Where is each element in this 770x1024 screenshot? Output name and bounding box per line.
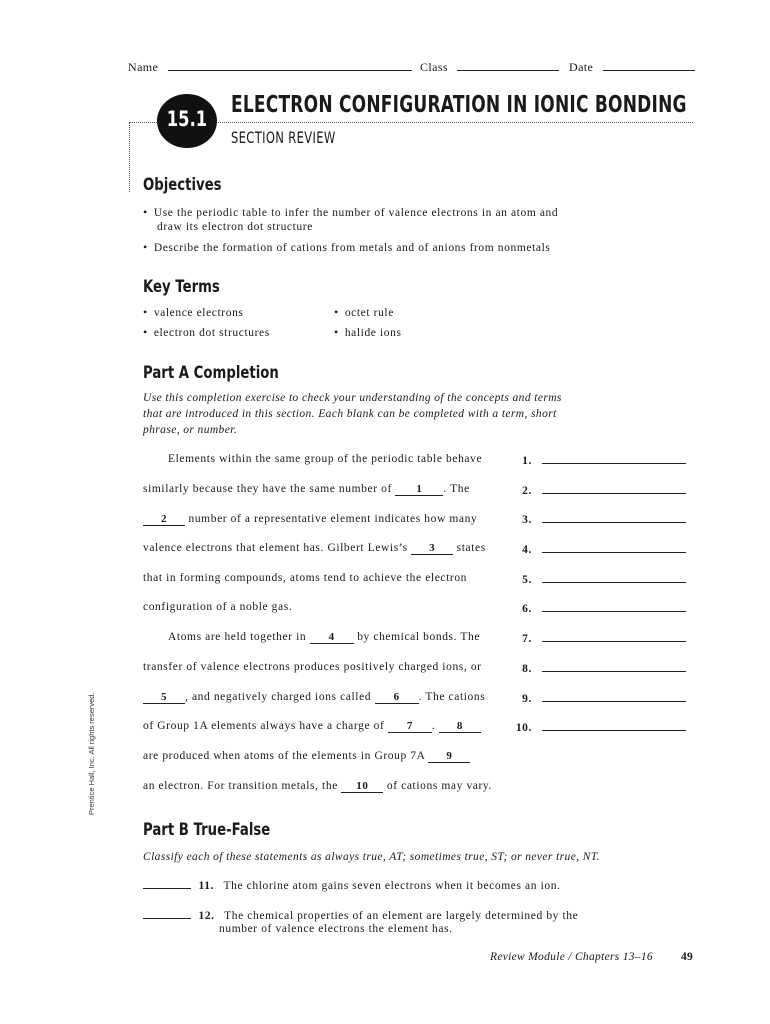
completion-line: are produced when atoms of the elements in Group 7A 9 <box>143 750 470 763</box>
answer-field-5[interactable] <box>542 572 686 583</box>
name-line[interactable] <box>128 60 412 75</box>
name-field[interactable] <box>168 60 412 71</box>
completion-line: configuration of a noble gas. <box>143 601 293 613</box>
key-terms-heading: Key Terms <box>143 277 220 297</box>
answer-field-6[interactable] <box>542 601 686 612</box>
key-term: • halide ions <box>334 325 402 339</box>
completion-line: valence electrons that element has. Gilbert Lewis’s 3 states <box>143 542 486 554</box>
answer-field-10[interactable] <box>542 720 686 731</box>
answer-row[interactable]: 5. <box>508 572 686 586</box>
date-label: Date <box>569 60 594 74</box>
answer-row[interactable]: 1. <box>508 453 686 467</box>
class-field[interactable] <box>457 60 559 71</box>
answer-row[interactable]: 3. <box>508 512 686 526</box>
answer-field-3[interactable] <box>542 512 686 523</box>
true-false-item: 12. The chemical properties of an element are largely determined by the <box>143 908 578 922</box>
objective-item: • Describe the formation of cations from metals and of anions from nonmetals <box>143 240 551 254</box>
completion-line: 5 , and negatively charged ions called 6 . The cations <box>143 691 485 704</box>
blank-9[interactable]: 9 <box>428 751 470 763</box>
blank-6[interactable]: 6 <box>375 692 419 704</box>
tf-answer-field-12[interactable] <box>143 908 191 919</box>
part-a-heading: Part A Completion <box>143 363 279 383</box>
blank-10[interactable]: 10 <box>341 781 383 793</box>
section-number: 15.1 <box>166 107 208 131</box>
true-false-item: 11. The chlorine atom gains seven electrons when it becomes an ion. <box>143 878 561 892</box>
title-rule-vertical <box>129 122 130 192</box>
page-subtitle: SECTION REVIEW <box>231 128 336 147</box>
completion-line: similarly because they have the same number of 1 . The <box>143 483 470 495</box>
class-line[interactable] <box>420 60 559 75</box>
completion-line: transfer of valence electrons produces positively charged ions, or <box>143 661 482 673</box>
part-b-heading: Part B True-False <box>143 820 271 840</box>
completion-line: that in forming compounds, atoms tend to achieve the electron <box>143 572 468 584</box>
answer-field-8[interactable] <box>542 661 686 672</box>
blank-3[interactable]: 3 <box>411 543 453 555</box>
footer-module: Review Module / Chapters 13–16 <box>490 951 653 963</box>
completion-line: 2 number of a representative element indicates how many <box>143 513 477 526</box>
key-term: • electron dot structures <box>143 325 270 339</box>
completion-line: Atoms are held together in 4 by chemical bonds. The <box>168 631 481 643</box>
key-term: • valence electrons <box>143 305 244 319</box>
date-field[interactable] <box>603 60 695 71</box>
class-label: Class <box>420 60 449 74</box>
completion-line: of Group 1A elements always have a charge of 7 . 8 <box>143 720 481 733</box>
answer-field-2[interactable] <box>542 483 686 494</box>
answer-row[interactable]: 4. <box>508 542 686 556</box>
completion-line: Elements within the same group of the periodic table behave <box>168 453 483 465</box>
answer-field-1[interactable] <box>542 453 686 464</box>
blank-1[interactable]: 1 <box>395 484 443 496</box>
answer-field-9[interactable] <box>542 691 686 702</box>
answer-field-4[interactable] <box>542 542 686 553</box>
date-line[interactable] <box>569 60 695 75</box>
answer-row[interactable]: 7. <box>508 631 686 645</box>
part-a-instructions: Use this completion exercise to check your understanding of the concepts and terms that are introduced in this section. Each blank can be completed with a term, short phrase, or number. <box>143 392 562 436</box>
answer-row[interactable]: 8. <box>508 661 686 675</box>
objective-item: • Use the periodic table to infer the number of valence electrons in an atom and <box>143 205 559 219</box>
objectives-heading: Objectives <box>143 175 222 195</box>
blank-2[interactable]: 2 <box>143 514 185 526</box>
objective-item-continued: draw its electron dot structure <box>157 221 313 233</box>
page-number: 49 <box>681 951 694 963</box>
answer-field-7[interactable] <box>542 631 686 642</box>
blank-5[interactable]: 5 <box>143 692 185 704</box>
tf-answer-field-11[interactable] <box>143 878 191 889</box>
blank-7[interactable]: 7 <box>388 721 432 733</box>
part-b-instructions: Classify each of these statements as always true, AT; sometimes true, ST; or never true, NT. <box>143 851 601 863</box>
name-label: Name <box>128 60 159 74</box>
section-badge <box>157 94 217 148</box>
true-false-item-continued: number of valence electrons the element has. <box>219 923 453 935</box>
completion-line: an electron. For transition metals, the 10 of cations may vary. <box>143 780 493 792</box>
copyright-note: Prentice Hall, Inc. All rights reserved. <box>87 692 96 815</box>
answer-row[interactable]: 6. <box>508 601 686 615</box>
page-title: ELECTRON CONFIGURATION IN IONIC BONDING <box>231 92 687 118</box>
answer-row[interactable]: 2. <box>508 483 686 497</box>
answer-row[interactable]: 9. <box>508 691 686 705</box>
answer-row[interactable]: 10. <box>508 720 686 734</box>
blank-4[interactable]: 4 <box>310 632 354 644</box>
blank-8[interactable]: 8 <box>439 721 481 733</box>
key-term: • octet rule <box>334 305 394 319</box>
